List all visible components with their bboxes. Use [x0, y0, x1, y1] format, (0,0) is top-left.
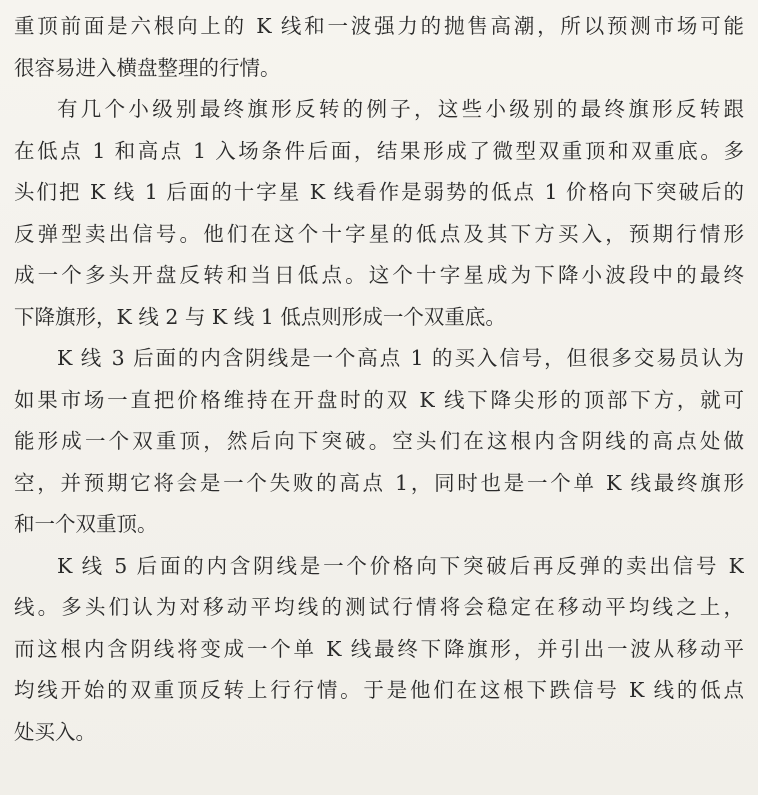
- text-line: 均线开始的双重顶反转上行行情。于是他们在这根下跌信号 K 线的低点: [14, 678, 744, 702]
- text-line: K 线 5 后面的内含阴线是一个价格向下突破后再反弹的卖出信号 K: [57, 553, 744, 578]
- text-line: 重顶前面是六根向上的 K 线和一波强力的抛售高潮，所以预测市场可能: [14, 14, 744, 38]
- text-line: 线。多头们认为对移动平均线的测试行情将会稳定在移动平均线之上，: [14, 595, 744, 619]
- text-line: K 线 3 后面的内含阴线是一个高点 1 的买入信号，但很多交易员认为: [57, 346, 744, 370]
- text-line: 空，并预期它将会是一个失败的高点 1，同时也是一个单 K 线最终旗形: [14, 470, 744, 495]
- text-line: 反弹型卖出信号。他们在这个十字星的低点及其下方买入，预期行情形: [14, 221, 744, 246]
- text-line: 头们把 K 线 1 后面的十字星 K 线看作是弱势的低点 1 价格向下突破后的: [14, 180, 744, 204]
- text-line: 成一个多头开盘反转和当日低点。这个十字星成为下降小波段中的最终: [14, 263, 744, 287]
- paragraph-1: [14, 6, 744, 89]
- text-line: 能形成一个双重顶，然后向下突破。空头们在这根内含阴线的高点处做: [14, 429, 744, 453]
- text-line: 和一个双重顶。: [14, 512, 158, 536]
- text-line: 在低点 1 和高点 1 入场条件后面，结果形成了微型双重顶和双重底。多: [14, 138, 744, 163]
- paragraph-4: [14, 546, 744, 754]
- text-line: 如果市场一直把价格维持在开盘时的双 K 线下降尖形的顶部下方，就可: [14, 387, 744, 412]
- text-line: 下降旗形，K 线 2 与 K 线 1 低点则形成一个双重底。: [14, 304, 506, 329]
- text-line: 有几个小级别最终旗形反转的例子，这些小级别的最终旗形反转跟: [57, 97, 744, 121]
- text-line: 很容易进入横盘整理的行情。: [14, 55, 281, 80]
- paragraph-2: [14, 89, 744, 338]
- text-line: 而这根内含阴线将变成一个单 K 线最终下降旗形，并引出一波从移动平: [14, 636, 744, 661]
- text-line: 处买入。: [14, 719, 96, 744]
- paragraph-3: [14, 338, 744, 546]
